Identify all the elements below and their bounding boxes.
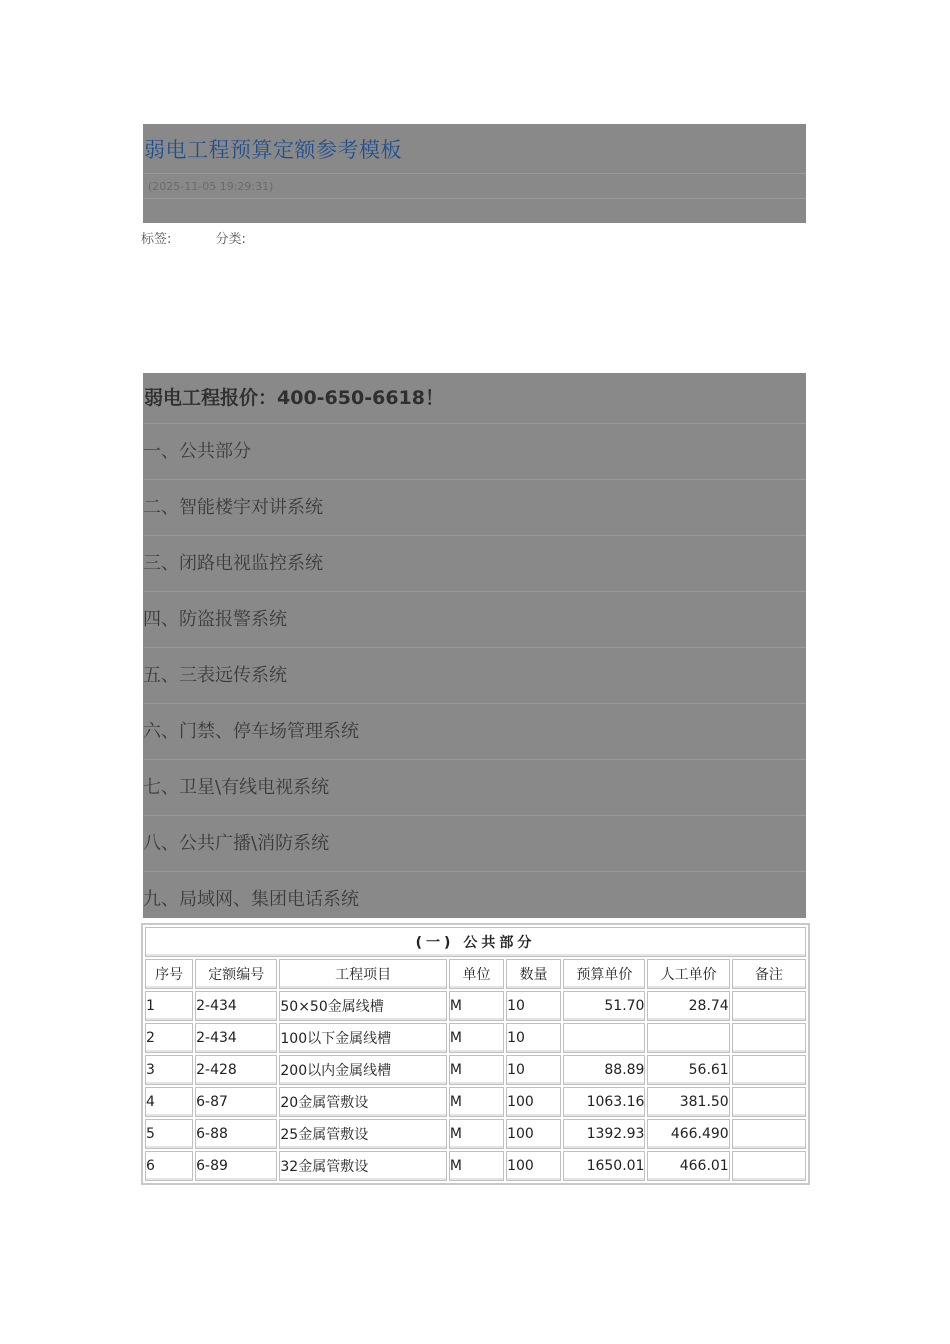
cell-index: 3 — [145, 1055, 193, 1085]
cell-budget-price: 88.89 — [563, 1055, 645, 1085]
system-item: 一、公共部分 — [143, 424, 806, 480]
cell-qty: 100 — [506, 1119, 561, 1149]
col-header: 人工单价 — [647, 959, 729, 989]
table-row — [145, 1087, 806, 1117]
cell-note — [732, 1023, 806, 1053]
table-row — [145, 1151, 806, 1181]
cell-note — [732, 991, 806, 1021]
cell-index: 6 — [145, 1151, 193, 1181]
cell-qty: 100 — [506, 1087, 561, 1117]
col-header: 预算单价 — [563, 959, 645, 989]
table-row — [145, 1055, 806, 1085]
cell-labor-price: 56.61 — [647, 1055, 729, 1085]
cell-unit: M — [449, 1055, 504, 1085]
cell-unit: M — [449, 1023, 504, 1053]
cell-code: 6-87 — [195, 1087, 277, 1117]
cell-labor-price: 381.50 — [647, 1087, 729, 1117]
cell-unit: M — [449, 1119, 504, 1149]
cell-code: 2-434 — [195, 991, 277, 1021]
cell-labor-price: 466.490 — [647, 1119, 729, 1149]
cell-item: 50×50金属线槽 — [279, 991, 447, 1021]
cell-note — [732, 1087, 806, 1117]
col-header: 定额编号 — [195, 959, 277, 989]
cell-labor-price: 28.74 — [647, 991, 729, 1021]
quota-table — [141, 923, 810, 1185]
cell-note — [732, 1055, 806, 1085]
cell-item: 100以下金属线槽 — [279, 1023, 447, 1053]
system-list — [143, 424, 806, 928]
table-row — [145, 1119, 806, 1149]
cell-code: 6-89 — [195, 1151, 277, 1181]
cell-index: 1 — [145, 991, 193, 1021]
cell-code: 6-88 — [195, 1119, 277, 1149]
system-item: 八、公共广播\消防系统 — [143, 816, 806, 872]
system-item: 五、三表远传系统 — [143, 648, 806, 704]
cell-labor-price — [647, 1023, 729, 1053]
cell-qty: 10 — [506, 991, 561, 1021]
table-caption: (一) 公共部分 — [145, 927, 806, 957]
col-header: 数量 — [506, 959, 561, 989]
cell-index: 2 — [145, 1023, 193, 1053]
cell-labor-price: 466.01 — [647, 1151, 729, 1181]
article-title[interactable]: 弱电工程预算定额参考模板 — [144, 137, 402, 162]
cell-budget-price: 1392.93 — [563, 1119, 645, 1149]
cell-note — [732, 1151, 806, 1181]
cell-item: 32金属管敷设 — [279, 1151, 447, 1181]
article-meta — [141, 228, 286, 247]
col-header: 单位 — [449, 959, 504, 989]
cell-item: 20金属管敷设 — [279, 1087, 447, 1117]
col-header: 备注 — [732, 959, 806, 989]
article-body-index — [143, 373, 806, 918]
cell-item: 25金属管敷设 — [279, 1119, 447, 1149]
cell-budget-price: 1063.16 — [563, 1087, 645, 1117]
cell-qty: 10 — [506, 1055, 561, 1085]
system-item: 三、闭路电视监控系统 — [143, 536, 806, 592]
cell-index: 4 — [145, 1087, 193, 1117]
system-item: 四、防盗报警系统 — [143, 592, 806, 648]
cell-index: 5 — [145, 1119, 193, 1149]
cell-code: 2-428 — [195, 1055, 277, 1085]
article-header — [143, 124, 806, 223]
article-date: (2025-11-05 19:29:31) — [148, 179, 274, 193]
price-hotline: 弱电工程报价：400-650-6618！ — [143, 373, 806, 424]
cell-budget-price — [563, 1023, 645, 1053]
cell-unit: M — [449, 1087, 504, 1117]
table-row — [145, 1023, 806, 1053]
title-row — [143, 124, 806, 174]
cell-budget-price: 51.70 — [563, 991, 645, 1021]
system-item: 六、门禁、停车场管理系统 — [143, 704, 806, 760]
cell-unit: M — [449, 1151, 504, 1181]
col-header: 序号 — [145, 959, 193, 989]
cell-code: 2-434 — [195, 1023, 277, 1053]
cell-item: 200以内金属线槽 — [279, 1055, 447, 1085]
cell-qty: 100 — [506, 1151, 561, 1181]
date-row — [143, 174, 806, 199]
col-header: 工程项目 — [279, 959, 447, 989]
system-item: 二、智能楼宇对讲系统 — [143, 480, 806, 536]
cell-qty: 10 — [506, 1023, 561, 1053]
table-header-row — [145, 959, 806, 989]
system-item: 九、局域网、集团电话系统 — [143, 889, 359, 910]
table-row — [145, 991, 806, 1021]
system-item: 七、卫星\有线电视系统 — [143, 760, 806, 816]
cell-unit: M — [449, 991, 504, 1021]
cell-note — [732, 1119, 806, 1149]
tags-label: 标签: — [141, 232, 172, 247]
category-label: 分类: — [215, 232, 246, 247]
cell-budget-price: 1650.01 — [563, 1151, 645, 1181]
